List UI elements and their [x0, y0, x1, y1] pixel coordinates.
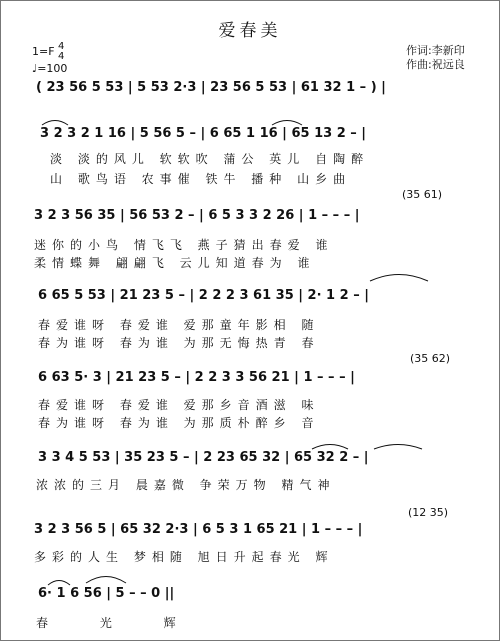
- notation-line: ( 23 56 5 53 | 5 53 2·3 | 23 56 5 53 | 61 32 1 – ) |: [36, 80, 386, 95]
- notation-line: 6· 1 6 56 | 5 – – 0 ||: [38, 586, 175, 601]
- notation-line: 3 2 3 56 35 | 56 53 2 – | 6 5 3 3 2 26 | 1 – – – |: [34, 208, 360, 223]
- slur-mark: [46, 576, 72, 586]
- prelude-fill: (35 62): [410, 352, 451, 365]
- lyric-line: 浓浓的三月 晨嘉微 争荣万物 精气神: [36, 478, 336, 492]
- time-signature: 4 4: [58, 41, 65, 62]
- lyric-verse-2: 春为谁呀 春为谁 为那质朴醉乡 音: [38, 416, 320, 430]
- prelude-fill: (35 61): [402, 188, 443, 201]
- notation-line: 6 65 5 53 | 21 23 5 – | 2 2 2 3 61 35 | 2· 1 2 – |: [38, 288, 369, 303]
- lyric-verse-1: 迷你的小鸟 情飞飞 燕子猜出春爱 谁: [34, 238, 334, 252]
- prelude-fill: (12 35): [408, 506, 449, 519]
- slur-mark: [270, 116, 304, 126]
- lyric-line: 春 光 辉: [36, 616, 200, 630]
- key-signature-block: [32, 42, 67, 76]
- credits: [406, 44, 465, 72]
- lyricist: 作词:李新印: [406, 44, 465, 57]
- tempo-mark: ♩=100: [32, 62, 68, 75]
- lyric-verse-1: 春爱谁呀 春爱谁 爱那童年影相 随: [38, 318, 320, 332]
- lyric-verse-2: 山 歌鸟语 农事催 铁牛 播种 山乡曲: [50, 172, 352, 186]
- slur-mark: [40, 116, 70, 126]
- notation-line: 6 63 5· 3 | 21 23 5 – | 2 2 3 3 56 21 | 1 – – – |: [38, 370, 355, 385]
- slur-mark: [84, 570, 128, 584]
- slur-mark: [368, 268, 430, 282]
- notation-line: 3 2 3 2 1 16 | 5 56 5 – | 6 65 1 16 | 65 13 2 – |: [40, 126, 367, 141]
- lyric-line: 多彩的人生 梦相随 旭日升起春光 辉: [34, 550, 334, 564]
- song-title: 爱春美: [218, 21, 282, 41]
- lyric-verse-1: 淡 淡的风儿 软软吹 蒲公 英儿 自陶醉: [50, 152, 370, 166]
- key-signature: 1=F: [32, 45, 55, 58]
- lyric-verse-2: 春为谁呀 春为谁 为那无悔热青 春: [38, 336, 320, 350]
- notation-line: 3 2 3 56 5 | 65 32 2·3 | 6 5 3 1 65 21 | 1 – – – |: [34, 522, 363, 537]
- notation-line: 3 3 4 5 53 | 35 23 5 – | 2 23 65 32 | 65 32 2 – |: [38, 450, 369, 465]
- slur-mark: [310, 440, 350, 450]
- lyric-verse-1: 春爱谁呀 春爱谁 爱那乡音酒滋 味: [38, 398, 320, 412]
- slur-mark: [372, 440, 424, 450]
- composer: 作曲:祝远良: [406, 58, 465, 71]
- lyric-verse-2: 柔情蝶舞 翩翩飞 云儿知道春为 谁: [34, 256, 316, 270]
